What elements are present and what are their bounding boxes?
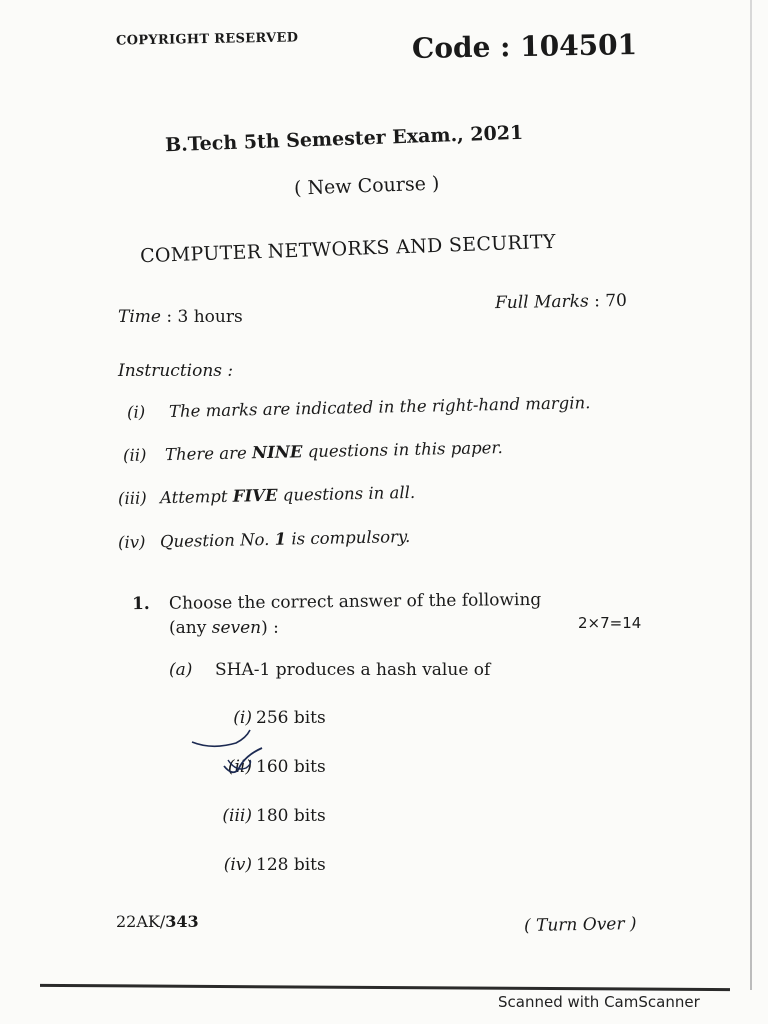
option-label: (ii) bbox=[227, 757, 252, 777]
instruction-number: (ii) bbox=[122, 445, 147, 465]
option-iv bbox=[210, 855, 326, 875]
instruction-text-end: is compulsory. bbox=[285, 526, 411, 549]
instruction-emphasis: FIVE bbox=[232, 485, 278, 506]
copyright-notice: COPYRIGHT RESERVED bbox=[115, 30, 299, 49]
code-value: 104501 bbox=[519, 28, 638, 64]
full-marks bbox=[495, 291, 627, 313]
pen-underline-mark bbox=[192, 730, 250, 746]
subject-title: COMPUTER NETWORKS AND SECURITY bbox=[139, 230, 557, 268]
question-text: Choose the correct answer of the following bbox=[168, 589, 542, 614]
turn-over-note: ( Turn Over ) bbox=[523, 914, 637, 936]
instruction-text-end: questions in this paper. bbox=[302, 438, 503, 462]
question-1-subline bbox=[169, 618, 279, 638]
instruction-emphasis: 1 bbox=[274, 529, 287, 549]
question-subline-emphasis: seven bbox=[211, 618, 262, 638]
full-marks-label: Full Marks bbox=[494, 291, 589, 314]
scanner-watermark: Scanned with CamScanner bbox=[498, 993, 700, 1011]
option-iii bbox=[210, 806, 326, 826]
instruction-item bbox=[123, 438, 503, 465]
full-marks-separator: : bbox=[593, 291, 601, 312]
question-marks: 2×7=14 bbox=[578, 614, 642, 632]
instruction-emphasis: NINE bbox=[251, 442, 303, 463]
option-ii bbox=[210, 757, 326, 777]
time-separator: : bbox=[166, 307, 173, 327]
instruction-item bbox=[118, 483, 416, 508]
option-i bbox=[210, 708, 326, 728]
footer-paper-code bbox=[116, 912, 199, 931]
instruction-text: Question No. bbox=[159, 529, 275, 552]
question-number: 1. bbox=[131, 593, 150, 615]
question-subline-end: ) : bbox=[261, 618, 279, 638]
code-label: Code bbox=[411, 30, 491, 65]
time-value: 3 hours bbox=[177, 307, 243, 327]
full-marks-value: 70 bbox=[605, 290, 628, 312]
instructions-heading: Instructions : bbox=[118, 361, 234, 381]
option-text: 180 bits bbox=[256, 806, 326, 826]
option-label: (iv) bbox=[223, 855, 252, 875]
time-label: Time bbox=[118, 307, 161, 327]
instruction-text: Attempt bbox=[159, 486, 233, 508]
option-text: 128 bits bbox=[256, 855, 326, 875]
time-allowed bbox=[118, 307, 243, 327]
option-text: 256 bits bbox=[256, 708, 326, 728]
part-text: SHA-1 produces a hash value of bbox=[215, 660, 491, 680]
question-1 bbox=[132, 590, 541, 614]
footer-code-prefix: 22AK/ bbox=[116, 912, 166, 931]
instruction-text: There are bbox=[164, 443, 253, 465]
instruction-item bbox=[118, 527, 411, 552]
instruction-number: (iv) bbox=[117, 532, 146, 553]
paper-bottom-edge bbox=[40, 984, 730, 991]
footer-code-number: 343 bbox=[165, 912, 199, 931]
question-subline-text: (any bbox=[169, 618, 212, 638]
code-separator: : bbox=[499, 30, 511, 64]
exam-title: B.Tech 5th Semester Exam., 2021 bbox=[164, 121, 524, 157]
instruction-text: The marks are indicated in the right-hand margin. bbox=[168, 393, 591, 421]
option-text: 160 bits bbox=[256, 757, 326, 777]
instruction-number: (iii) bbox=[117, 488, 147, 509]
question-part-a bbox=[169, 660, 490, 680]
course-label: ( New Course ) bbox=[293, 172, 440, 200]
option-label: (iii) bbox=[222, 806, 252, 826]
part-label: (a) bbox=[169, 660, 193, 680]
instruction-number: (i) bbox=[126, 402, 146, 422]
paper-right-edge bbox=[750, 0, 752, 990]
instruction-item bbox=[127, 393, 591, 422]
paper-code bbox=[412, 28, 638, 65]
option-label: (i) bbox=[233, 708, 252, 728]
instruction-text-end: questions in all. bbox=[277, 482, 416, 505]
